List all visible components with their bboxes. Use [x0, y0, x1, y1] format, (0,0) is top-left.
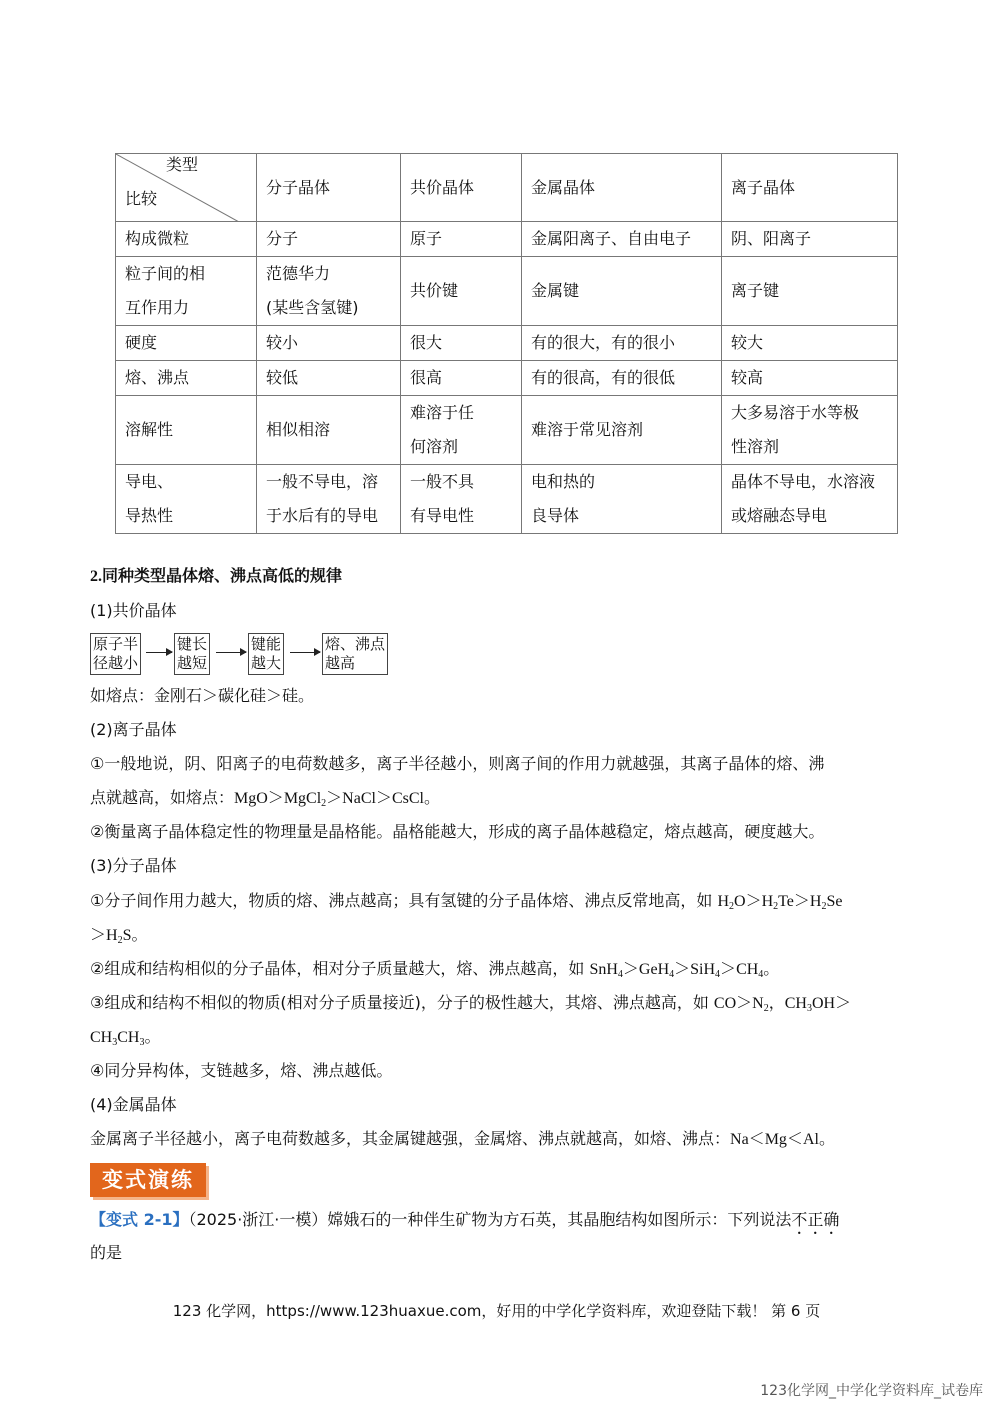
table-cell: 有的很高，有的很低 — [522, 361, 722, 396]
subsection-3-title: (3)分子晶体 — [90, 856, 177, 875]
table-cell: 一般不具 有导电性 — [401, 465, 522, 534]
section-2-title: 2.同种类型晶体熔、沸点高低的规律 — [90, 568, 343, 585]
subsection-2-title: (2)离子晶体 — [90, 720, 177, 739]
molecular-rule-3-line-2: $CH_3CH_3$。 — [90, 1027, 161, 1048]
table-corner-header — [116, 154, 257, 222]
metallic-rule: 金属离子半径越小，离子电荷数越多，其金属键越强，金属熔、沸点就越高，如熔、沸点：Na＜Mg＜Al。 — [90, 1129, 835, 1148]
table-cell: 难溶于任 何溶剂 — [401, 396, 522, 465]
flow-box-3: 键能 越大 — [248, 633, 284, 675]
table-cell: 有的很大，有的很小 — [522, 326, 722, 361]
molecular-rule-2: ②组成和结构相似的分子晶体，相对分子质量越大，熔、沸点越高，如 $SnH_4>GeH_4>SiH_4>CH_4$。 — [90, 959, 780, 980]
row-label: 溶解性 — [116, 396, 257, 465]
table-cell: 晶体不导电，水溶液 或熔融态导电 — [722, 465, 898, 534]
table-row — [116, 326, 898, 361]
row-label: 硬度 — [116, 326, 257, 361]
exercise-label: 【变式 2-1】 — [90, 1210, 189, 1229]
table-cell: 较高 — [722, 361, 898, 396]
table-row — [116, 222, 898, 257]
table-row — [116, 257, 898, 326]
col-header-metallic: 金属晶体 — [522, 154, 722, 222]
table-row — [116, 361, 898, 396]
table-cell: 较大 — [722, 326, 898, 361]
exercise-line-2: 的是 — [90, 1243, 123, 1262]
flow-box-1: 原子半 径越小 — [90, 633, 141, 675]
corner-compare-label: 比较 — [125, 189, 158, 208]
flow-arrow-icon — [290, 652, 320, 653]
ionic-rule-1-line-1: ①一般地说，阴、阳离子的电荷数越多，离子半径越小，则离子间的作用力就越强，其离子晶体的熔、沸 — [90, 754, 825, 773]
crystal-comparison-table — [115, 153, 898, 534]
ionic-rule-1-line-2: 点就越高，如熔点：MgO＞MgCl$_2$＞NaCl＞CsCl。 — [90, 788, 440, 809]
table-cell: 电和热的 良导体 — [522, 465, 722, 534]
flow-arrow-icon — [216, 652, 246, 653]
col-header-molecular: 分子晶体 — [257, 154, 401, 222]
table-cell: 离子键 — [722, 257, 898, 326]
table-cell: 金属阳离子、自由电子 — [522, 222, 722, 257]
row-label: 构成微粒 — [116, 222, 257, 257]
table-cell: 大多易溶于水等极 性溶剂 — [722, 396, 898, 465]
molecular-rule-3-line-1: ③组成和结构不相似的物质(相对分子质量接近)，分子的极性越大，其熔、沸点越高，如 $CO>N_2$，$CH_3OH>$ — [90, 993, 852, 1014]
table-cell: 很高 — [401, 361, 522, 396]
molecular-rule-4: ④同分异构体，支链越多，熔、沸点越低。 — [90, 1061, 393, 1080]
site-watermark: 123化学网_中学化学资料库_试卷库 — [760, 1383, 983, 1399]
table-cell: 共价键 — [401, 257, 522, 326]
table-cell: 阴、阳离子 — [722, 222, 898, 257]
table-cell: 一般不导电，溶 于水后有的导电 — [257, 465, 401, 534]
table-cell: 金属键 — [522, 257, 722, 326]
ionic-rule-2: ②衡量离子晶体稳定性的物理量是晶格能。晶格能越大，形成的离子晶体越稳定，熔点越高，硬度越大。 — [90, 822, 825, 841]
col-header-ionic: 离子晶体 — [722, 154, 898, 222]
flow-box-2: 键长 越短 — [174, 633, 210, 675]
table-row — [116, 396, 898, 465]
emphasis-not-correct: 不正确 — [791, 1210, 840, 1229]
table-cell: 很大 — [401, 326, 522, 361]
table-cell: 较低 — [257, 361, 401, 396]
page-footer: 123 化学网，https://www.123huaxue.com，好用的中学化学资料库，欢迎登陆下载！ 第 6 页 — [172, 1302, 821, 1320]
subsection-1-title: (1)共价晶体 — [90, 601, 177, 620]
exercise-line-1: 【变式 2-1】（2025·浙江·一模）嫦娥石的一种伴生矿物为方石英，其晶胞结构如图所示：下列说法不正确 — [90, 1210, 840, 1229]
col-header-covalent: 共价晶体 — [401, 154, 522, 222]
table-cell: 原子 — [401, 222, 522, 257]
table-cell: 分子 — [257, 222, 401, 257]
table-cell: 较小 — [257, 326, 401, 361]
corner-type-label: 类型 — [166, 155, 199, 174]
row-label: 导电、 导热性 — [116, 465, 257, 534]
row-label: 熔、沸点 — [116, 361, 257, 396]
flow-arrow-icon — [146, 652, 172, 653]
table-cell: 相似相溶 — [257, 396, 401, 465]
table-cell: 范德华力 (某些含氢键) — [257, 257, 401, 326]
molecular-rule-1-line-1: ①分子间作用力越大，物质的熔、沸点越高；具有氢键的分子晶体熔、沸点反常地高，如 $H_2O>H_2Te>H_2Se$ — [90, 891, 843, 912]
table-row — [116, 465, 898, 534]
flow-box-4: 熔、沸点 越高 — [322, 633, 388, 675]
molecular-rule-1-line-2: $>H_2S$。 — [90, 925, 148, 946]
subsection-4-title: (4)金属晶体 — [90, 1095, 177, 1114]
covalent-example: 如熔点：金刚石＞碳化硅＞硅。 — [90, 686, 315, 705]
row-label: 粒子间的相 互作用力 — [116, 257, 257, 326]
practice-banner: 变式演练 — [90, 1163, 206, 1197]
table-cell: 难溶于常见溶剂 — [522, 396, 722, 465]
